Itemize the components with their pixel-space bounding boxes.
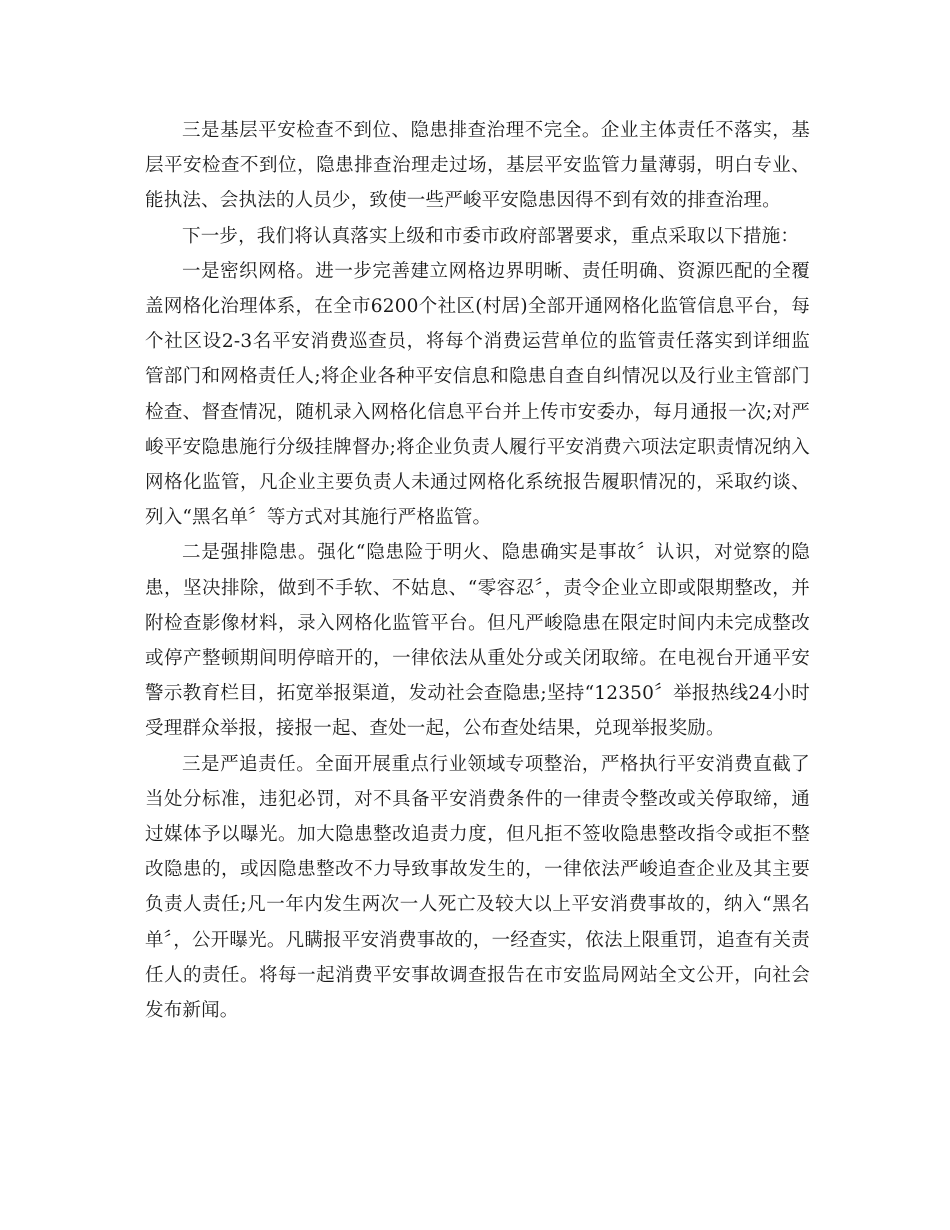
paragraph-next-steps-intro: 下一步，我们将认真落实上级和市委市政府部署要求，重点采取以下措施： — [182, 225, 800, 247]
document-body — [145, 113, 810, 1028]
paragraph-measure-grid: 一是密织网格。进一步完善建立网格边界明晰、责任明确、资源匹配的全覆盖网格化治理体系，在全市6200个社区(村居)全部开通网格化监管信息平台，每个社区设2-3名平安消费巡查员，将每个消费运营单位的监管责任落实到详细监管部门和网格责任人;将企业各种平安信息和隐患自查自纠情况以及行业主管部门检查、督查情况，随机录入网格化信息平台并上传市安委办，每月通报一次;对严峻平安隐患施行分级挂牌督办;将企业负责人履行平安消费六项法定职责情况纳入网格化监管，凡企业主要负责人未通过网格化系统报告履职情况的，采取约谈、列入“黑名单〞等方式对其施行严格监管。 — [145, 260, 810, 529]
paragraph-measure-accountability: 三是严追责任。全面开展重点行业领域专项整治，严格执行平安消费直截了当处分标准，违犯必罚，对不具备平安消费条件的一律责令整改或关停取缔，通过媒体予以曝光。加大隐患整改追责力度，但凡拒不签收隐患整改指令或拒不整改隐患的，或因隐患整改不力导致事故发生的，一律依法严峻追查企业及其主要负责人责任;凡一年内发生两次一人死亡及较大以上平安消费事故的，纳入“黑名单〞，公开曝光。凡瞒报平安消费事故的，一经查实，依法上限重罚，追查有关责任人的责任。将每一起消费平安事故调查报告在市安监局网站全文公开，向社会发布新闻。 — [145, 753, 810, 1022]
paragraph-basic-inspection-issue: 三是基层平安检查不到位、隐患排查治理不完全。企业主体责任不落实，基层平安检查不到位，隐患排查治理走过场，基层平安监管力量薄弱，明白专业、能执法、会执法的人员少，致使一些严峻平安隐患因得不到有效的排查治理。 — [145, 120, 810, 212]
paragraph-measure-hazards: 二是强排隐患。强化“隐患险于明火、隐患确实是事故〞认识，对觉察的隐患，坚决排除，做到不手软、不姑息、“零容忍〞，责令企业立即或限期整改，并附检查影像材料，录入网格化监管平台。但凡严峻隐患在限定时间内未完成整改或停产整顿期间明停暗开的，一律依法从重处分或关闭取缔。在电视台开通平安警示教育栏目，拓宽举报渠道，发动社会查隐患;坚持“12350〞举报热线24小时受理群众举报，接报一起、查处一起，公布查处结果，兑现举报奖励。 — [145, 542, 810, 740]
